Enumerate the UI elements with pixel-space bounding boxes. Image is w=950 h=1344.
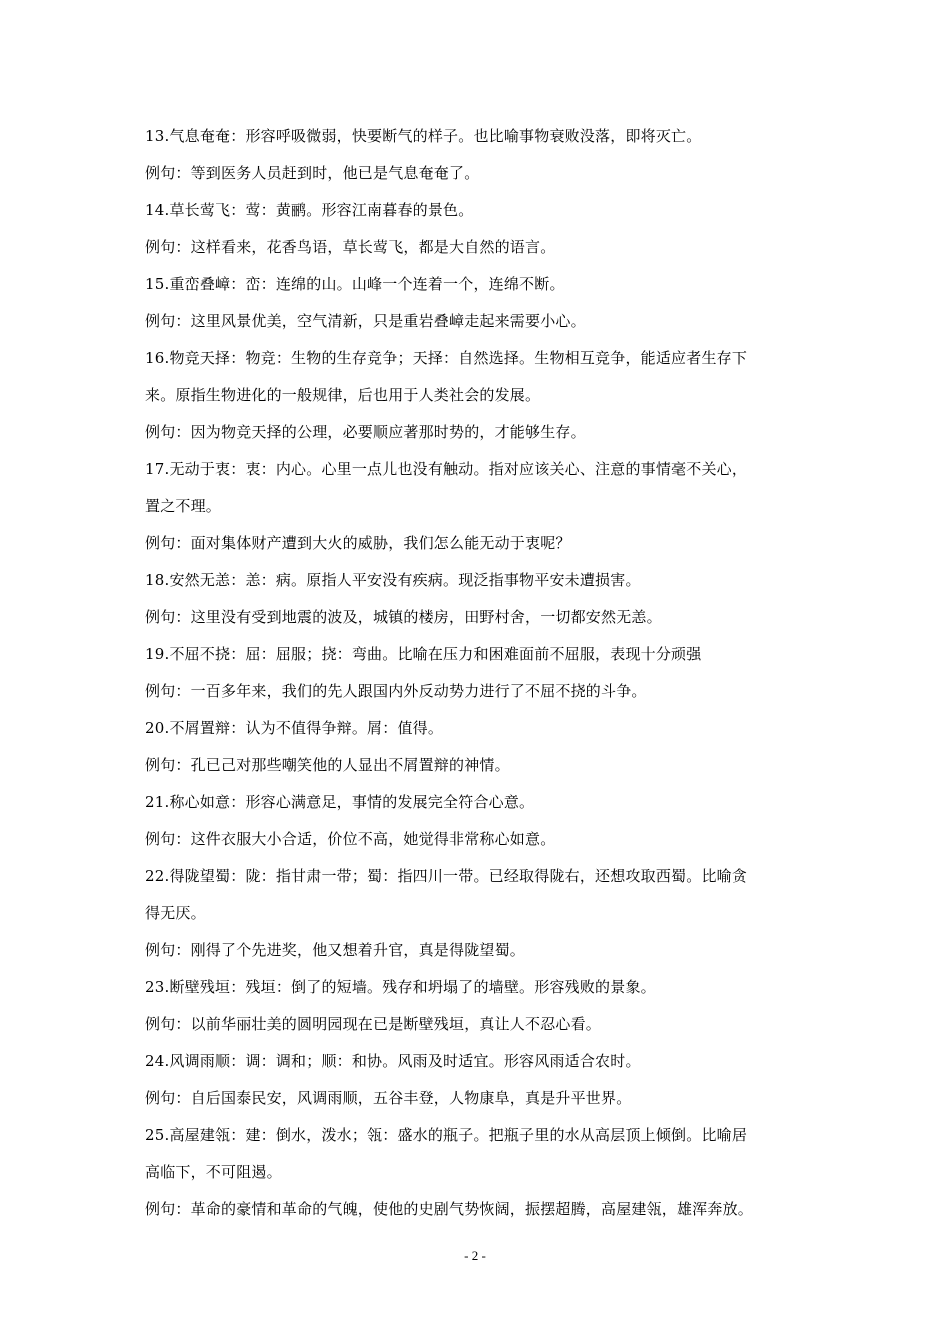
text-line: 置之不理。	[145, 497, 222, 515]
text-line: 24.风调雨顺：调：调和；顺：和协。风雨及时适宜。形容风雨适合农时。	[145, 1052, 641, 1070]
text-line: 例句：等到医务人员赶到时，他已是气息奄奄了。	[145, 164, 480, 182]
text-line: 例句：刚得了个先进奖，他又想着升官，真是得陇望蜀。	[145, 941, 526, 959]
text-line: 得无厌。	[145, 904, 206, 922]
text-line: 例句：因为物竞天择的公理，必要顺应著那时势的，才能够生存。	[145, 423, 586, 441]
text-line: 例句：孔已己对那些嘲笑他的人显出不屑置辩的神情。	[145, 756, 510, 774]
text-line: 例句：这里没有受到地震的波及，城镇的楼房，田野村舍，一切都安然无恙。	[145, 608, 662, 626]
text-line: 例句：一百多年来，我们的先人跟国内外反动势力进行了不屈不挠的斗争。	[145, 682, 647, 700]
text-line: 20.不屑置辩：认为不值得争辩。屑：值得。	[145, 719, 444, 737]
text-line: 例句：自后国泰民安，风调雨顺，五谷丰登，人物康阜，真是升平世界。	[145, 1089, 632, 1107]
text-line: 例句：面对集体财产遭到大火的威胁，我们怎么能无动于衷呢？	[145, 534, 571, 552]
text-line: 例句：这里风景优美，空气清新，只是重岩叠嶂走起来需要小心。	[145, 312, 586, 330]
text-line: 例句：这样看来，花香鸟语，草长莺飞，都是大自然的语言。	[145, 238, 556, 256]
text-line: 25.高屋建瓴：建：倒水，泼水；瓴：盛水的瓶子。把瓶子里的水从高层顶上倾倒。比喻居	[145, 1126, 748, 1144]
text-line: 例句：以前华丽壮美的圆明园现在已是断壁残垣，真让人不忍心看。	[145, 1015, 602, 1033]
text-line: 17.无动于衷：衷：内心。心里一点儿也没有触动。指对应该关心、注意的事情毫不关心，	[145, 460, 748, 478]
text-line: 14.草长莺飞：莺：黄鹂。形容江南暮春的景色。	[145, 201, 474, 219]
text-line: 23.断壁残垣：残垣：倒了的短墙。残存和坍塌了的墙壁。形容残败的景象。	[145, 978, 656, 996]
text-line: 高临下，不可阻遏。	[145, 1163, 282, 1181]
text-line: 15.重峦叠嶂：峦：连绵的山。山峰一个连着一个，连绵不断。	[145, 275, 565, 293]
text-line: 13.气息奄奄：形容呼吸微弱，快要断气的样子。也比喻事物衰败没落，即将灭亡。	[145, 127, 702, 145]
text-line: 例句：革命的豪情和革命的气魄，使他的史剧气势恢阔，振摆超腾，高屋建瓴，雄浑奔放。	[145, 1200, 754, 1218]
text-line: 22.得陇望蜀：陇：指甘肃一带；蜀：指四川一带。已经取得陇右，还想攻取西蜀。比喻贪	[145, 867, 748, 885]
text-line: 21.称心如意：形容心满意足，事情的发展完全符合心意。	[145, 793, 535, 811]
text-line: 18.安然无恙：恙：病。原指人平安没有疾病。现泛指事物平安未遭损害。	[145, 571, 641, 589]
text-line: 16.物竞天择：物竞：生物的生存竞争；天择：自然选择。生物相互竞争，能适应者生存下	[145, 349, 748, 367]
text-line: 19.不屈不挠：屈：屈服；挠：弯曲。比喻在压力和困难面前不屈服，表现十分顽强	[145, 645, 702, 663]
idiom-list	[145, 118, 815, 1228]
text-line: 例句：这件衣服大小合适，价位不高，她觉得非常称心如意。	[145, 830, 556, 848]
page-number: - 2 -	[464, 1248, 486, 1263]
text-line: 来。原指生物进化的一般规律，后也用于人类社会的发展。	[145, 386, 541, 404]
